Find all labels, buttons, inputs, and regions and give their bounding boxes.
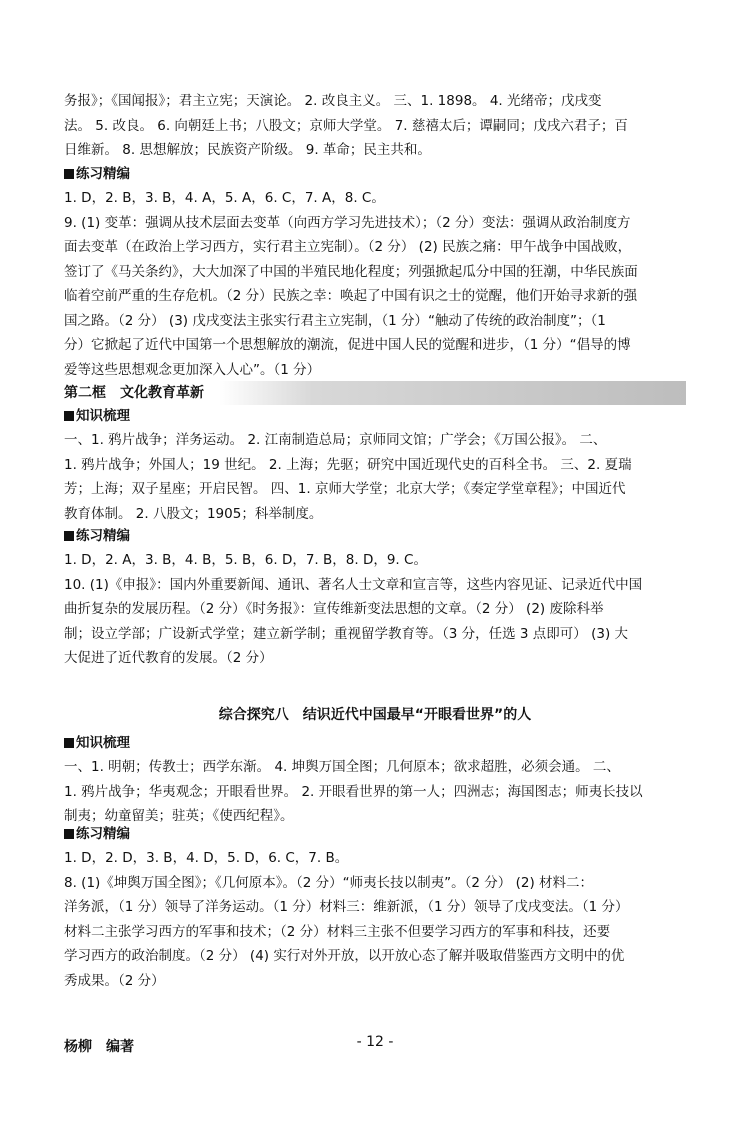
square-bullet-icon [64, 531, 74, 541]
author-credit: 杨柳 编著 [64, 1039, 134, 1055]
text-line: 1. D，2. A，3. B，4. B，5. B，6. D，7. B，8. D，9. C。 [64, 552, 427, 568]
section-heading: 知识梳理 [64, 404, 686, 428]
text-line: 曲折复杂的发展历程。（2 分）《时务报》：宣传维新变法思想的文章。（2 分） (2) 废除科举 [64, 601, 604, 617]
text-line: 一、1. 明朝；传教士；西学东渐。 4. 坤舆万国全图；几何原本；欲求超胜，必须会通。 二、 [64, 759, 620, 775]
page-number: - 12 - [356, 1034, 394, 1050]
text-line: 1. D，2. D，3. B，4. D，5. D，6. C，7. B。 [64, 850, 349, 866]
section-heading: 练习精编 [64, 822, 686, 846]
text-line: 10. (1)《申报》：国内外重要新闻、通讯、著名人士文章和宣言等，这些内容见证、记录近代中国 [64, 576, 643, 593]
text-line: 国之路。（2 分） (3) 戊戌变法主张实行君主立宪制，（1 分）“触动了传统的政治制度”；（1 [64, 312, 606, 329]
text-line: 分）它掀起了近代中国第一个思想解放的潮流，促进中国人民的觉醒和进步，（1 分）“倡导的博 [64, 337, 631, 353]
section-heading: 练习精编 [64, 524, 686, 548]
practice-section-3 [64, 822, 686, 993]
text-line: 材料二主张学习西方的军事和技术；（2 分）材料三主张不但要学习西方的军事和科技，还要 [64, 923, 611, 940]
text-line: 1. D，2. B，3. B，4. A，5. A，6. C，7. A，8. C。 [64, 190, 385, 206]
top-answers [64, 89, 686, 163]
practice-section-1 [64, 162, 686, 382]
section-heading: 知识梳理 [64, 731, 686, 755]
text-line: 制；设立学部；广设新式学堂；建立新学制；重视留学教育等。（3 分，任选 3 点即可） (3) 大 [64, 625, 629, 642]
text-line: 法。 5. 改良。 6. 向朝廷上书；八股文；京师大学堂。 7. 慈禧太后；谭嗣同；戊戌六君子；百 [64, 117, 628, 134]
text-line: 面去变革（在政治上学习西方，实行君主立宪制）。（2 分） (2) 民族之痛：甲午战争中国战败， [64, 239, 632, 255]
text-line: 秀成果。（2 分） [64, 972, 165, 989]
knowledge-section-1 [64, 404, 686, 526]
text-line: 签订了《马关条约》，大大加深了中国的半殖民地化程度；列强掀起瓜分中国的狂潮，中华民族面 [64, 263, 638, 280]
square-bullet-icon [64, 738, 74, 748]
text-line: 务报》；《国闻报》；君主立宪；天演论。 2. 改良主义。 三、1. 1898。 4. 光绪帝；戊戌变 [64, 93, 602, 109]
text-line: 9. (1) 变革：强调从技术层面去变革（向西方学习先进技术）；（2 分）变法：强调从政治制度方 [64, 214, 631, 231]
section-heading: 练习精编 [64, 162, 686, 186]
square-bullet-icon [64, 829, 74, 839]
lesson-band-heading: 第二框 文化教育革新 [64, 381, 686, 405]
text-line: 制夷；幼童留美；驻英；《使西纪程》。 [64, 808, 294, 824]
inquiry-title: 综合探究八 结识近代中国最早“开眼看世界”的人 [218, 707, 532, 723]
text-line: 学习西方的政治制度。（2 分） (4) 实行对外开放，以开放心态了解并吸取借鉴西方文明中的优 [64, 948, 625, 964]
text-line: 一、1. 鸦片战争；洋务运动。 2. 江南制造总局；京师同文馆；广学会；《万国公报》。 二、 [64, 432, 607, 448]
practice-section-2 [64, 524, 686, 671]
text-line: 1. 鸦片战争；外国人；19 世纪。 2. 上海；先驱；研究中国近现代史的百科全书。 三、2. 夏瑞 [64, 456, 632, 473]
knowledge-section-2 [64, 731, 686, 829]
text-line: 教育体制。 2. 八股文；1905；科举制度。 [64, 505, 323, 522]
text-line: 1. 鸦片战争；华夷观念；开眼看世界。 2. 开眼看世界的第一人；四洲志；海国图志；师夷长技以 [64, 783, 643, 800]
text-line: 临着空前严重的生存危机。（2 分）民族之幸：唤起了中国有识之士的觉醒，他们开始寻求新的强 [64, 288, 638, 304]
text-line: 爱等这些思想观念更加深入人心”。（1 分） [64, 361, 321, 378]
square-bullet-icon [64, 169, 74, 179]
square-bullet-icon [64, 411, 74, 421]
text-line: 日维新。 8. 思想解放；民族资产阶级。 9. 革命；民主共和。 [64, 142, 431, 158]
text-line: 芳；上海；双子星座；开启民智。 四、1. 京师大学堂；北京大学；《奏定学堂章程》；中国近代 [64, 481, 626, 497]
text-line: 洋务派，（1 分）领导了洋务运动。（1 分）材料三：维新派，（1 分）领导了戊戌变法。（1 分） [64, 899, 629, 915]
text-line: 8. (1)《坤舆万国全图》；《几何原本》。（2 分）“师夷长技以制夷”。（2 分） (2) 材料二： [64, 874, 593, 891]
text-line: 大促进了近代教育的发展。（2 分） [64, 650, 273, 666]
